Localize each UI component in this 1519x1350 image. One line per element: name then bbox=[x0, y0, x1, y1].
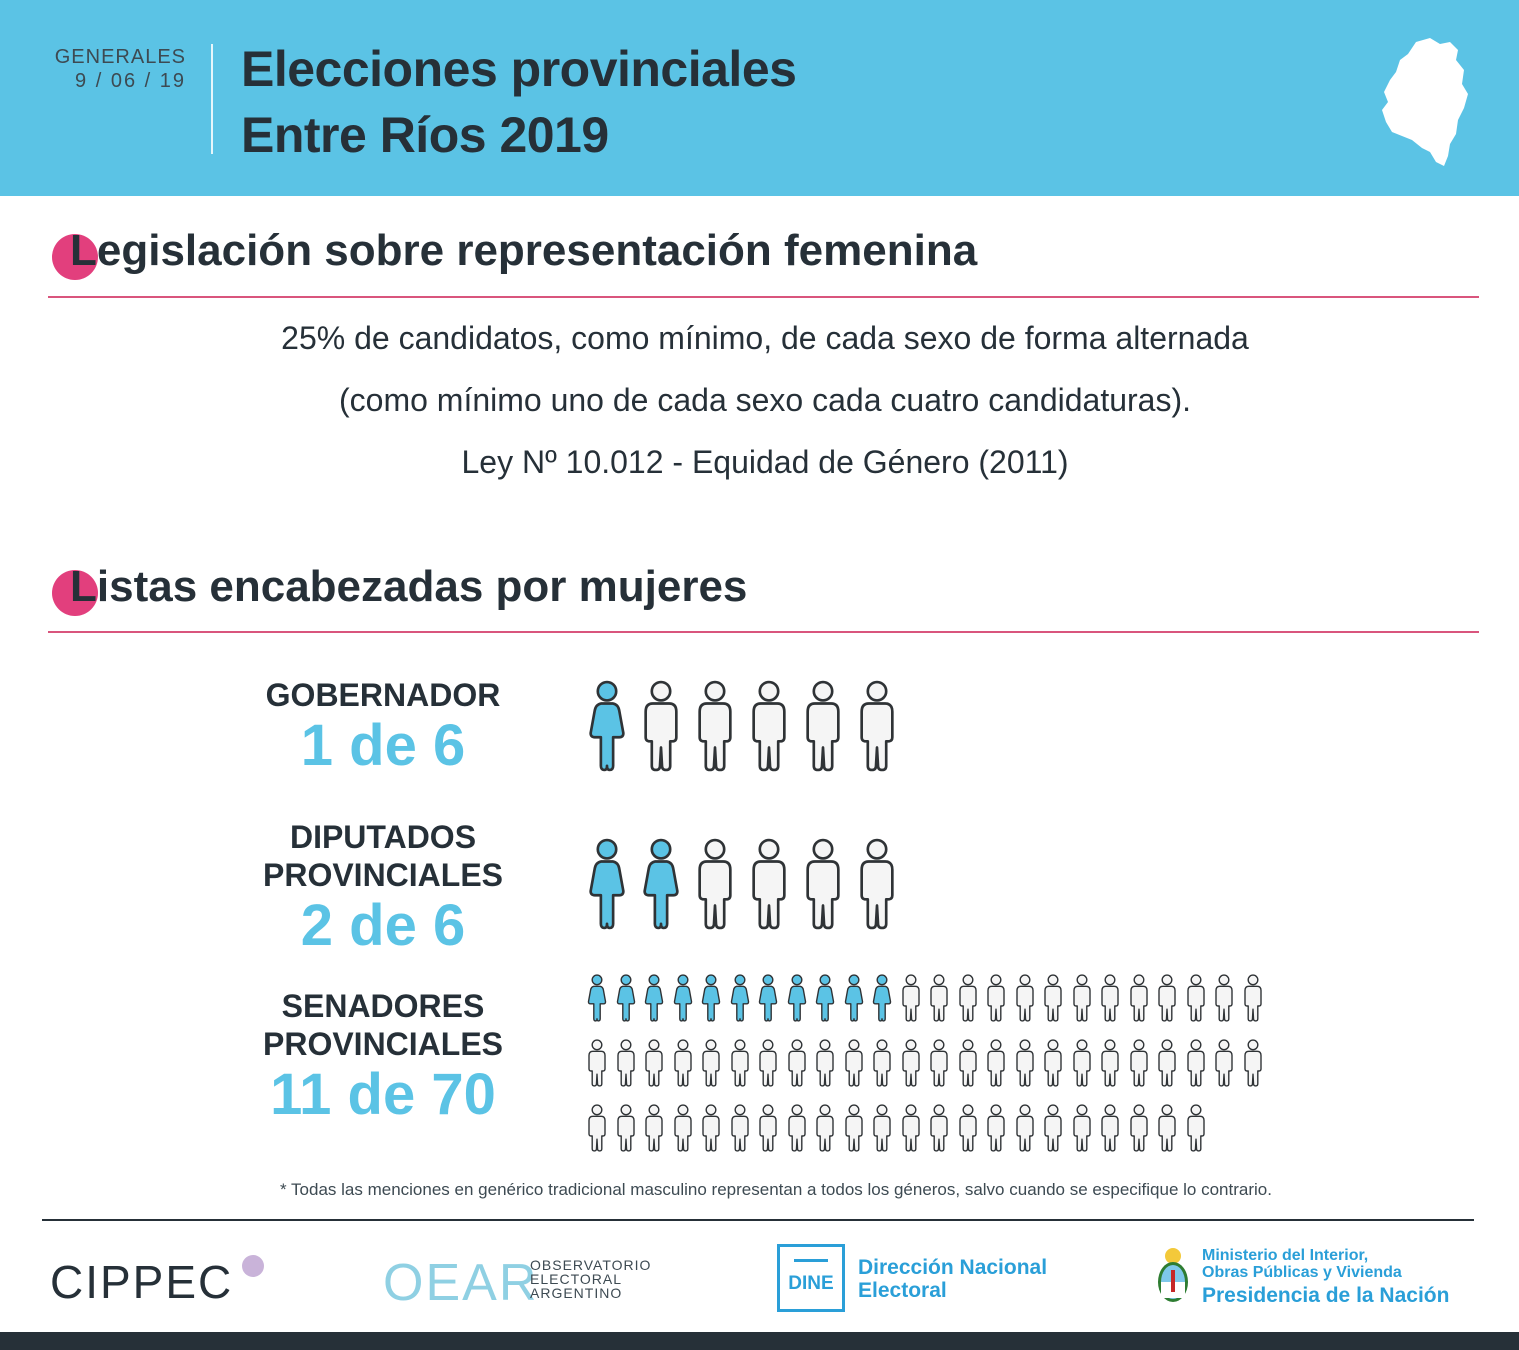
man-icon bbox=[984, 974, 1008, 1022]
man-icon bbox=[899, 974, 923, 1022]
man-icon bbox=[1041, 974, 1065, 1022]
category-label-line2: PROVINCIALES bbox=[262, 1026, 504, 1062]
man-icon bbox=[899, 1104, 923, 1152]
legislation-law-reference: Ley Nº 10.012 - Equidad de Género (2011) bbox=[461, 444, 1069, 480]
man-icon bbox=[1013, 1104, 1037, 1152]
man-icon bbox=[956, 1104, 980, 1152]
man-icon bbox=[1127, 1104, 1151, 1152]
footnote: * Todas las menciones en genérico tradicional masculino representan a todos los géneros, salvo cuando se especifique lo contrario. bbox=[280, 1180, 1272, 1199]
man-icon bbox=[1098, 974, 1122, 1022]
man-icon bbox=[813, 1104, 837, 1152]
man-icon bbox=[728, 1039, 752, 1087]
category-label: DIPUTADOS bbox=[289, 819, 477, 855]
man-icon bbox=[693, 838, 737, 930]
dine-logo-label: DINE bbox=[788, 1273, 834, 1294]
dine-logo-text bbox=[858, 1256, 1047, 1302]
man-icon bbox=[855, 838, 899, 930]
man-icon bbox=[728, 1104, 752, 1152]
man-icon bbox=[699, 1104, 723, 1152]
man-icon bbox=[1241, 1039, 1265, 1087]
man-icon bbox=[699, 1039, 723, 1087]
people-icon-row-gobernador bbox=[585, 680, 899, 772]
ministerio-line2: Obras Públicas y Vivienda bbox=[1202, 1264, 1402, 1281]
man-icon bbox=[984, 1039, 1008, 1087]
footer-divider bbox=[42, 1219, 1474, 1221]
woman-icon bbox=[842, 974, 866, 1022]
man-icon bbox=[956, 1039, 980, 1087]
oear-sub-line2: ELECTORAL bbox=[530, 1271, 622, 1287]
man-icon bbox=[1184, 974, 1208, 1022]
woman-icon bbox=[699, 974, 723, 1022]
man-icon bbox=[1127, 1039, 1151, 1087]
man-icon bbox=[813, 1039, 837, 1087]
man-icon bbox=[614, 1104, 638, 1152]
bottom-bar bbox=[0, 1332, 1519, 1350]
man-icon bbox=[642, 1039, 666, 1087]
man-icon bbox=[614, 1039, 638, 1087]
page-title-line1: Elecciones provinciales bbox=[241, 41, 797, 97]
man-icon bbox=[747, 680, 791, 772]
oear-sub-line1: OBSERVATORIO bbox=[530, 1257, 652, 1273]
man-icon bbox=[756, 1104, 780, 1152]
man-icon bbox=[1184, 1104, 1208, 1152]
woman-icon bbox=[813, 974, 837, 1022]
woman-icon bbox=[585, 838, 629, 930]
category-value: 1 de 6 bbox=[300, 713, 466, 778]
man-icon bbox=[642, 1104, 666, 1152]
page-title-line2: Entre Ríos 2019 bbox=[241, 107, 609, 163]
oear-logo-text bbox=[530, 1258, 651, 1300]
man-icon bbox=[842, 1104, 866, 1152]
man-icon bbox=[927, 974, 951, 1022]
election-type-label: GENERALES bbox=[54, 46, 186, 68]
man-icon bbox=[585, 1104, 609, 1152]
section-title-legislation: Legislación sobre representación femenina bbox=[50, 226, 957, 276]
people-icon-grid-senadores bbox=[585, 974, 1265, 1152]
legislation-text-line2: (como mínimo uno de cada sexo cada cuatro candidaturas). bbox=[338, 382, 1191, 418]
man-icon bbox=[1155, 1039, 1179, 1087]
man-icon bbox=[1241, 974, 1265, 1022]
man-icon bbox=[1212, 1039, 1236, 1087]
oear-sub-line3: ARGENTINO bbox=[530, 1285, 623, 1301]
legislation-text-line1: 25% de candidatos, como mínimo, de cada sexo de forma alternada bbox=[281, 320, 1249, 356]
man-icon bbox=[585, 1039, 609, 1087]
dine-logo bbox=[777, 1244, 845, 1312]
man-icon bbox=[801, 680, 845, 772]
man-icon bbox=[1155, 1104, 1179, 1152]
man-icon bbox=[956, 974, 980, 1022]
man-icon bbox=[855, 680, 899, 772]
man-icon bbox=[639, 680, 683, 772]
man-icon bbox=[756, 1039, 780, 1087]
man-icon bbox=[1212, 974, 1236, 1022]
woman-icon bbox=[639, 838, 683, 930]
category-value: 2 de 6 bbox=[300, 893, 466, 958]
man-icon bbox=[1184, 1039, 1208, 1087]
man-icon bbox=[870, 1039, 894, 1087]
woman-icon bbox=[870, 974, 894, 1022]
dine-text-line2: Electoral bbox=[858, 1279, 947, 1302]
category-gobernador bbox=[230, 676, 536, 778]
man-icon bbox=[1041, 1039, 1065, 1087]
man-icon bbox=[693, 680, 737, 772]
woman-icon bbox=[585, 974, 609, 1022]
section-title-lists: Listas encabezadas por mujeres bbox=[50, 562, 727, 612]
woman-icon bbox=[642, 974, 666, 1022]
man-icon bbox=[899, 1039, 923, 1087]
man-icon bbox=[1070, 974, 1094, 1022]
category-label-line2: PROVINCIALES bbox=[262, 857, 504, 893]
header-divider bbox=[211, 44, 213, 154]
cippec-logo: CIPPEC bbox=[50, 1256, 234, 1308]
ministerio-line1: Ministerio del Interior, bbox=[1202, 1247, 1369, 1264]
man-icon bbox=[984, 1104, 1008, 1152]
dine-text-line1: Dirección Nacional bbox=[858, 1256, 1048, 1279]
people-icon-row-diputados bbox=[585, 838, 899, 930]
oear-logo: OEAR bbox=[383, 1254, 539, 1312]
man-icon bbox=[785, 1039, 809, 1087]
category-diputados bbox=[230, 818, 536, 958]
cippec-badge-icon bbox=[242, 1255, 264, 1277]
man-icon bbox=[671, 1104, 695, 1152]
man-icon bbox=[1041, 1104, 1065, 1152]
man-icon bbox=[1098, 1039, 1122, 1087]
man-icon bbox=[1070, 1104, 1094, 1152]
category-label: GOBERNADOR bbox=[265, 677, 501, 713]
category-senadores bbox=[230, 987, 536, 1127]
woman-icon bbox=[671, 974, 695, 1022]
election-date: 9 / 06 / 19 bbox=[75, 70, 186, 92]
section-divider bbox=[48, 631, 1479, 633]
woman-icon bbox=[728, 974, 752, 1022]
woman-icon bbox=[756, 974, 780, 1022]
man-icon bbox=[870, 1104, 894, 1152]
section-divider bbox=[48, 296, 1479, 298]
woman-icon bbox=[785, 974, 809, 1022]
dine-logo-bar bbox=[794, 1259, 828, 1262]
woman-icon bbox=[614, 974, 638, 1022]
entre-rios-map-icon bbox=[1378, 36, 1474, 170]
category-value: 11 de 70 bbox=[270, 1062, 496, 1127]
header-banner bbox=[0, 0, 1519, 196]
ministerio-logo-text bbox=[1202, 1247, 1402, 1281]
man-icon bbox=[1155, 974, 1179, 1022]
man-icon bbox=[801, 838, 845, 930]
man-icon bbox=[785, 1104, 809, 1152]
category-label: SENADORES bbox=[281, 988, 485, 1024]
man-icon bbox=[842, 1039, 866, 1087]
man-icon bbox=[671, 1039, 695, 1087]
presidencia-logo-text: Presidencia de la Nación bbox=[1202, 1284, 1450, 1307]
man-icon bbox=[1070, 1039, 1094, 1087]
man-icon bbox=[1127, 974, 1151, 1022]
man-icon bbox=[1098, 1104, 1122, 1152]
man-icon bbox=[747, 838, 791, 930]
woman-icon bbox=[585, 680, 629, 772]
man-icon bbox=[1013, 974, 1037, 1022]
man-icon bbox=[927, 1104, 951, 1152]
man-icon bbox=[1013, 1039, 1037, 1087]
man-icon bbox=[927, 1039, 951, 1087]
national-coat-of-arms-icon bbox=[1154, 1246, 1192, 1306]
